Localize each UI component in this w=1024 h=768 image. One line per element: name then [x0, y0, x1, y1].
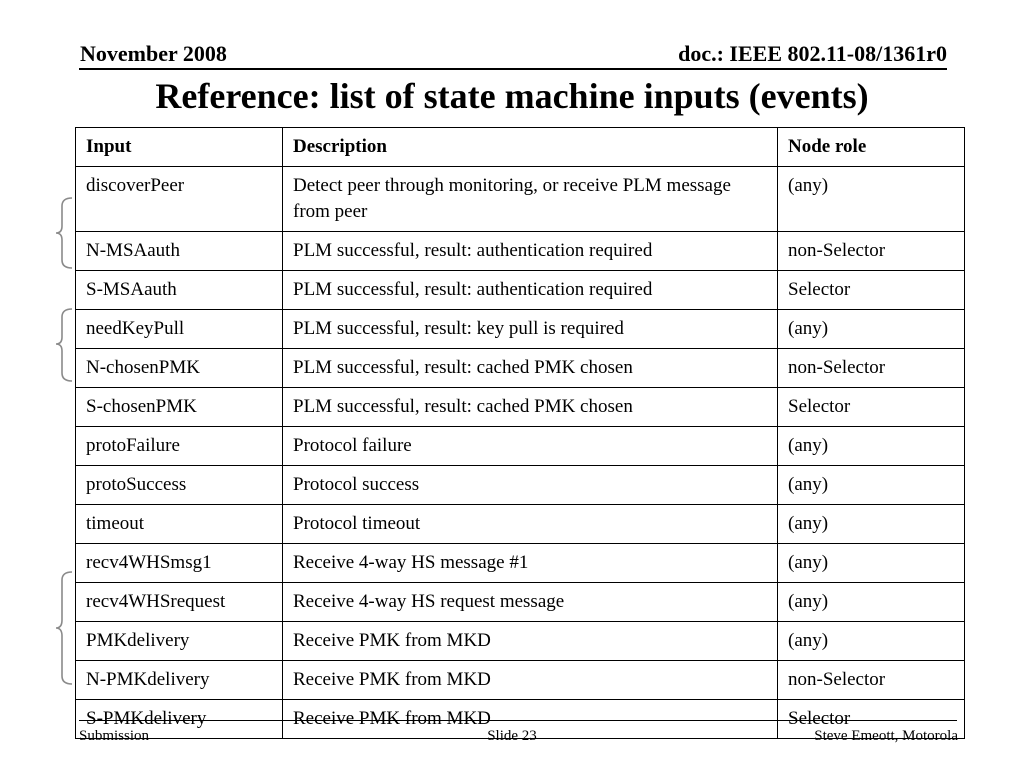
- table-row: [76, 427, 965, 466]
- cell-node-role: (any): [778, 466, 965, 505]
- cell-input: S-MSAauth: [76, 271, 283, 310]
- cell-input: protoSuccess: [76, 466, 283, 505]
- cell-node-role: Selector: [778, 271, 965, 310]
- cell-description: Detect peer through monitoring, or receive PLM message from peer: [283, 167, 778, 232]
- cell-input: timeout: [76, 505, 283, 544]
- cell-node-role: (any): [778, 167, 965, 232]
- cell-description: Receive PMK from MKD: [283, 622, 778, 661]
- table-row: [76, 544, 965, 583]
- table-row: [76, 167, 965, 232]
- cell-input: PMKdelivery: [76, 622, 283, 661]
- cell-node-role: (any): [778, 505, 965, 544]
- table-row: [76, 271, 965, 310]
- brace-group-3: [56, 572, 72, 684]
- cell-node-role: non-Selector: [778, 232, 965, 271]
- column-header-node-role: Node role: [778, 128, 965, 167]
- column-header-description: Description: [283, 128, 778, 167]
- events-table: [75, 127, 965, 739]
- cell-node-role: Selector: [778, 388, 965, 427]
- header-divider: [79, 68, 947, 70]
- column-header-input: Input: [76, 128, 283, 167]
- table-row: [76, 661, 965, 700]
- cell-input: discoverPeer: [76, 167, 283, 232]
- cell-description: Receive PMK from MKD: [283, 661, 778, 700]
- cell-input: recv4WHSmsg1: [76, 544, 283, 583]
- cell-node-role: (any): [778, 544, 965, 583]
- table-row: [76, 310, 965, 349]
- table-row: [76, 583, 965, 622]
- table-row: [76, 388, 965, 427]
- cell-node-role: (any): [778, 622, 965, 661]
- table-header-row: [76, 128, 965, 167]
- brace-group-2: [56, 309, 72, 381]
- cell-input: N-chosenPMK: [76, 349, 283, 388]
- cell-input: S-chosenPMK: [76, 388, 283, 427]
- cell-input: recv4WHSrequest: [76, 583, 283, 622]
- cell-node-role: Selector: [778, 700, 965, 739]
- cell-description: Receive 4-way HS request message: [283, 583, 778, 622]
- cell-input: S-PMKdelivery: [76, 700, 283, 739]
- header-date: November 2008: [80, 41, 227, 66]
- cell-description: Protocol success: [283, 466, 778, 505]
- cell-description: PLM successful, result: cached PMK chosen: [283, 388, 778, 427]
- cell-node-role: (any): [778, 310, 965, 349]
- cell-input: N-PMKdelivery: [76, 661, 283, 700]
- cell-node-role: non-Selector: [778, 661, 965, 700]
- cell-description: Receive 4-way HS message #1: [283, 544, 778, 583]
- cell-node-role: (any): [778, 583, 965, 622]
- header-doc-id: doc.: IEEE 802.11-08/1361r0: [678, 41, 947, 66]
- cell-description: PLM successful, result: key pull is required: [283, 310, 778, 349]
- table-row: [76, 622, 965, 661]
- slide-title: Reference: list of state machine inputs (events): [155, 76, 869, 116]
- cell-description: Protocol timeout: [283, 505, 778, 544]
- cell-input: protoFailure: [76, 427, 283, 466]
- cell-description: Receive PMK from MKD: [283, 700, 778, 739]
- footer-slide-number: Slide 23: [487, 728, 537, 744]
- table-row: [76, 349, 965, 388]
- table-row: [76, 232, 965, 271]
- cell-description: Protocol failure: [283, 427, 778, 466]
- table-row: [76, 466, 965, 505]
- cell-input: needKeyPull: [76, 310, 283, 349]
- footer-submission: Submission: [79, 728, 150, 744]
- brace-group-1: [56, 198, 72, 268]
- footer-divider: [79, 720, 957, 721]
- table-row: [76, 505, 965, 544]
- cell-description: PLM successful, result: authentication required: [283, 271, 778, 310]
- cell-node-role: (any): [778, 427, 965, 466]
- cell-description: PLM successful, result: cached PMK chosen: [283, 349, 778, 388]
- cell-input: N-MSAauth: [76, 232, 283, 271]
- cell-node-role: non-Selector: [778, 349, 965, 388]
- footer-author: Steve Emeott, Motorola: [814, 728, 958, 744]
- cell-description: PLM successful, result: authentication required: [283, 232, 778, 271]
